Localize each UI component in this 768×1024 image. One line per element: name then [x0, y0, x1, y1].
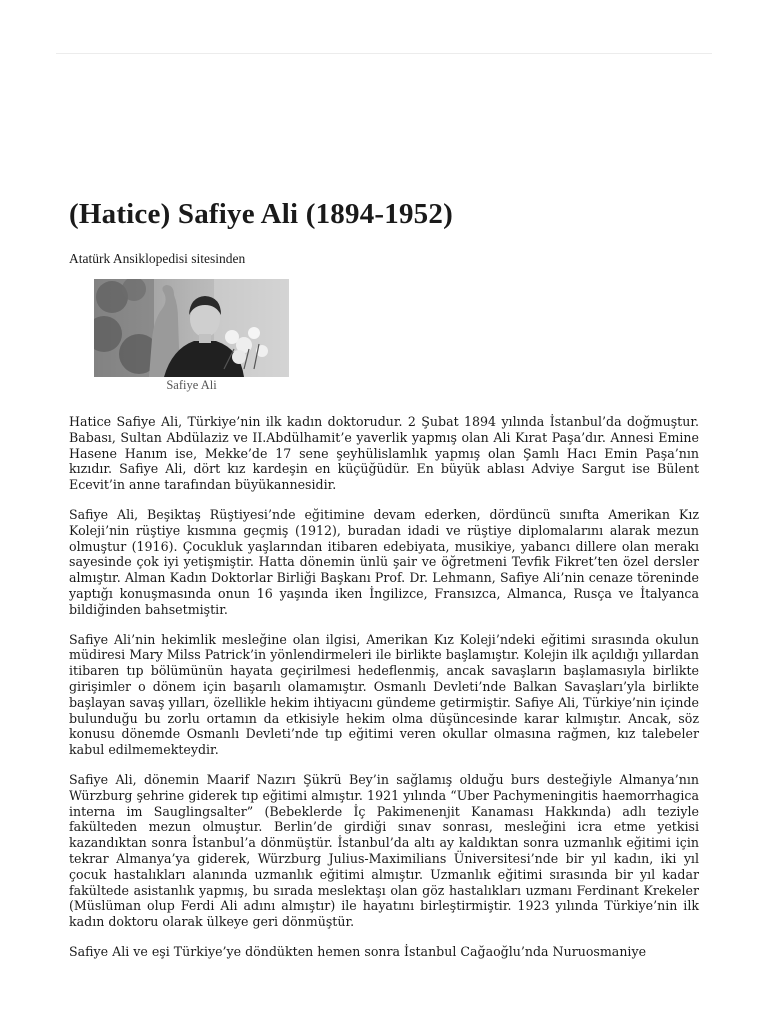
top-divider	[56, 53, 712, 54]
paragraph: Hatice Safiye Ali, Türkiye’nin ilk kadın doktorudur. 2 Şubat 1894 yılında İstanbul’da doğmuştur. Babası, Sultan Abdülaziz ve II.Abdülhamit’e yaverlik yapmış olan Ali Kırat Paşa’dır. Annesi Emine Hasene Hanım ise, Mekke’de 17 sene şeyhülislamlık yapmış olan Şamlı Hacı Emin Paşa’nın kızıdır. Safiye Ali, dört kız kardeşin en küçüğüdür. En büyük ablası Adviye Sargut ise Bülent Ecevit’in anne tarafından büyükannesidir.	[69, 414, 699, 493]
portrait-photo	[94, 279, 289, 377]
portrait-figure	[94, 279, 289, 393]
paragraph: Safiye Ali ve eşi Türkiye’ye döndükten hemen sonra İstanbul Cağaoğlu’nda Nuruosmaniye	[69, 943, 647, 959]
page-title: (Hatice) Safiye Ali (1894-1952)	[69, 198, 453, 230]
paragraph: Safiye Ali, dönemin Maarif Nazırı Şükrü Bey’in sağlamış olduğu burs desteğiyle Almanya’nın Würzburg şehrine giderek tıp eğitimi almıştır. 1921 yılında “Uber Pachymeningitis haemorrhagica interna im Sauglingsalter” (Bebeklerde İç Pakimenenjit Kanaması Hakkında) adlı teziyle fakülteden mezun olmuştur. Berlin’de girdiği sınav sonrası, mesleğini icra etme yetkisi kazandıktan sonra İstanbul’a dönmüştür. İstanbul’da altı ay kaldıktan sonra uzmanlık eğitimi için tekrar Almanya’ya giderek, Würzburg Julius-Maximilians Üniversitesi’nde bir yıl kadın, iki yıl çocuk hastalıkları alanında uzmanlık eğitimi almıştır. Uzmanlık eğitimi sırasında bir yıl kadar fakültede asistanlık yapmış, bu sırada meslektaşı olan göz hastalıkları uzmanı Ferdinant Krekeler (Müslüman olup Ferdi Ali adını almıştır) ile hayatını birleştirmiştir. 1923 yılında Türkiye’nin ilk kadın doktoru olarak ülkeye geri dönmüştür.	[69, 771, 699, 930]
article-body	[69, 414, 699, 960]
document-page	[69, 196, 699, 974]
paragraph: Safiye Ali, Beşiktaş Rüştiyesi’nde eğitimine devam ederken, dördüncü sınıfta Amerikan Kız Koleji’nin rüştiye kısmına geçmiş (1912), buradan idadi ve rüştiye diplomalarını alarak mezun olmuştur (1916). Çocukluk yaşlarından itibaren edebiyata, musikiye, yabancı dillere olan merakı sayesinde çok iyi yetişmiştir. Hatta dönemin ünlü şair ve öğretmeni Tevfik Fikret’ten özel dersler almıştır. Alman Kadın Doktorlar Birliği Başkanı Prof. Dr. Lehmann, Safiye Ali’nin cenaze töreninde yaptığı konuşmasında onun 16 yaşında iken İngilizce, Fransızca, Almanca, Rusça ve İtalyanca bildiğinden bahsetmiştir.	[69, 506, 699, 617]
figure-caption: Safiye Ali	[166, 378, 217, 392]
source-line: Atatürk Ansiklopedisi sitesinden	[69, 251, 246, 266]
paragraph: Safiye Ali’nin hekimlik mesleğine olan ilgisi, Amerikan Kız Koleji’ndeki eğitimi sırasında okulun müdiresi Mary Milss Patrick’in yönlendirmeleri ile birlikte başlamıştır. Kolejin ilk açıldığı yıllardan itibaren tıp bölümünün hayata geçirilmesi hedeflenmiş, ancak savaşların başlamasıyla birlikte girişimler o dönem için başarılı olamamıştır. Osmanlı Devleti’nde Balkan Savaşları’yla birlikte başlayan savaş yılları, özellikle hekim ihtiyacını gündeme getirmiştir. Safiye Ali, Türkiye’nin içinde bulunduğu bu zorlu ortamın da etkisiyle hekim olma düşüncesinde karar kılmıştır. Ancak, söz konusu dönemde Osmanlı Devleti’nde tıp eğitimi veren okullar olmasına rağmen, kız talebeler kabul edilmemekteydir.	[69, 631, 699, 758]
